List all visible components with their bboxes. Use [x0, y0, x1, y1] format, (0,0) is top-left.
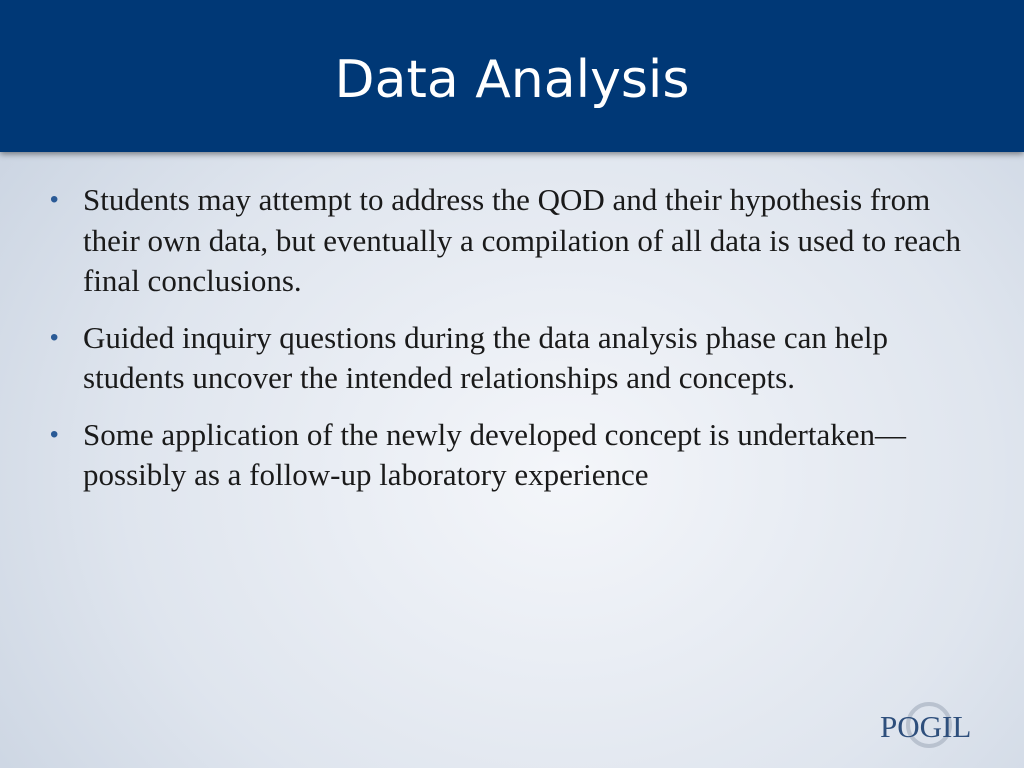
- title-banner: [0, 0, 1024, 152]
- bullet-marker: •: [50, 323, 59, 351]
- bullet-marker: •: [50, 420, 59, 448]
- pogil-logo: [876, 702, 976, 752]
- bullet-item: [50, 415, 970, 496]
- bullet-marker: •: [50, 186, 59, 213]
- bullet-item: [50, 180, 970, 302]
- bullet-item: [50, 318, 970, 399]
- logo-text: POGIL: [880, 709, 972, 744]
- bullet-text: Some application of the newly developed concept is undertaken—possibly as a follow-up laboratory experience: [83, 416, 906, 492]
- bullet-list: [50, 180, 970, 512]
- bullet-text: Guided inquiry questions during the data analysis phase can help students uncover the intended relationships and concepts.: [83, 319, 888, 395]
- slide-title: Data Analysis: [334, 50, 690, 110]
- bullet-text: Students may attempt to address the QOD and their hypothesis from their own data, but eventually a compilation of all data is used to reach final conclusions.: [83, 182, 962, 298]
